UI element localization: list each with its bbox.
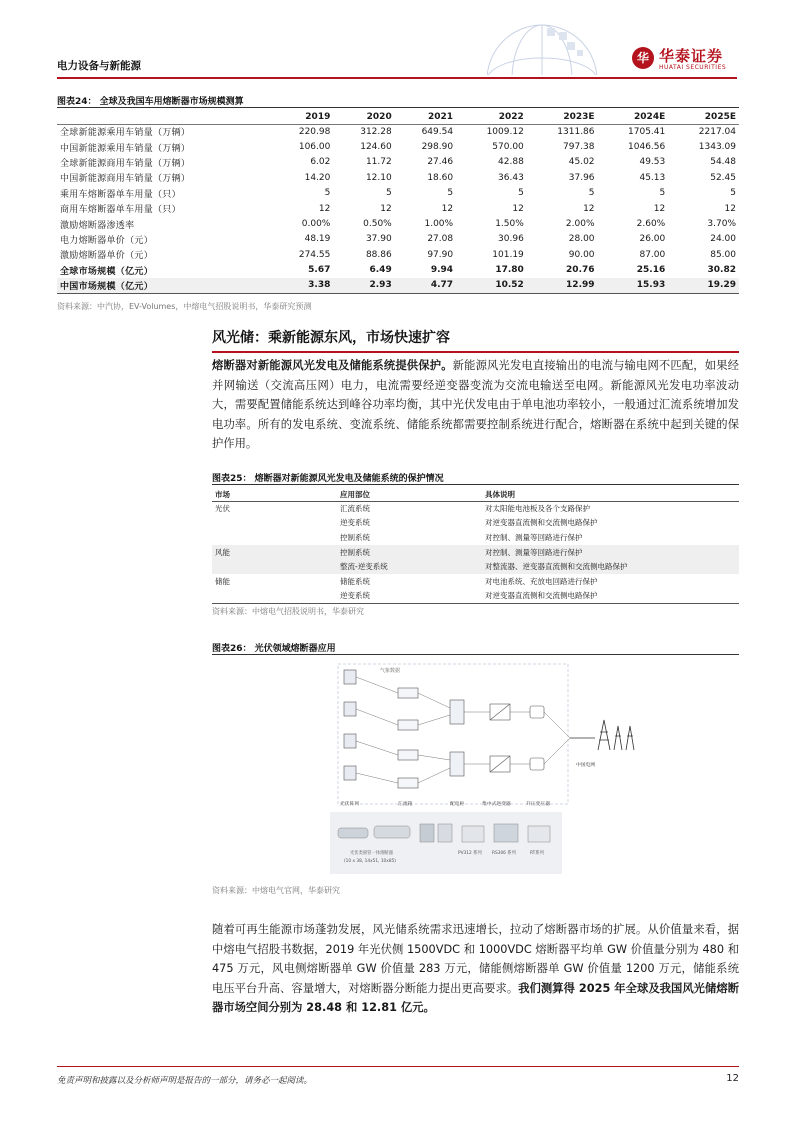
transformer-icon [530, 706, 544, 718]
combiner-box-icon [398, 688, 418, 698]
table-row [212, 530, 739, 545]
table-row [212, 501, 739, 516]
logo-mark-icon: 华 [632, 47, 654, 69]
table-cell: 0.50% [363, 219, 392, 230]
table-cell [212, 516, 337, 531]
fig25-col-header: 应用部位 [337, 488, 482, 501]
fig24-col-header: 2025E [668, 110, 739, 124]
pv-panel-icon [344, 734, 356, 748]
logo-chinese: 华泰证券 [659, 47, 724, 65]
table-cell: 11.72 [365, 157, 392, 168]
system-boundary [338, 664, 568, 804]
table-cell: 储能 [215, 576, 230, 586]
inverter-label: 集中式逆变器 [482, 802, 511, 807]
table-cell: 储能系统 [340, 576, 370, 586]
weather-data-label: 气象数据 [380, 668, 401, 674]
table-cell: 649.54 [421, 126, 454, 137]
table-cell: 87.00 [639, 249, 666, 260]
table-cell: 9.94 [430, 265, 454, 276]
table-row [57, 170, 739, 185]
table-cell: 控制系统 [337, 545, 482, 560]
pv312-product-icon [462, 826, 484, 842]
row-label: 全球新能源乘用车销量（万辆） [60, 128, 191, 139]
table-cell: 6.02 [310, 157, 331, 168]
row-label: 中国新能源乘用车销量（万辆） [60, 143, 191, 154]
row-label: 电力熔断器单价（元） [60, 235, 154, 246]
table-cell: 整流-逆变系统 [337, 559, 482, 574]
table-row [212, 589, 739, 604]
fig25-table [212, 488, 739, 604]
header-rule [57, 77, 737, 79]
table-cell: 控制系统 [340, 532, 370, 542]
table-row [57, 155, 739, 170]
table-cell: 10.52 [456, 278, 527, 293]
table-cell: 12 [653, 203, 666, 214]
table-cell: 1311.86 [557, 126, 595, 137]
page-number: 12 [726, 1073, 739, 1084]
page-footer [57, 1066, 739, 1086]
pv-array-group [344, 670, 356, 780]
table-row [57, 216, 739, 231]
table-cell: 24.00 [710, 234, 736, 245]
table-cell: 28.00 [568, 234, 595, 245]
table-cell [212, 530, 337, 545]
table-cell: 20.76 [566, 265, 595, 276]
fuse-product-icon [338, 828, 368, 838]
table-cell: 274.55 [298, 249, 331, 260]
table-cell: 5 [324, 188, 331, 199]
table-cell: 12 [724, 203, 736, 214]
row-label: 中国新能源商用车销量（万辆） [60, 174, 191, 185]
fig24-source: 资料来源：中汽协，EV-Volumes，中熔电气招股说明书，华泰研究预测 [57, 302, 312, 311]
cabinet-group [450, 700, 464, 776]
table-cell: 2.60% [636, 219, 666, 230]
table-row [212, 574, 739, 589]
footer-rule [57, 1066, 739, 1067]
table-cell: 6.49 [369, 265, 392, 276]
table-cell: 25.16 [636, 265, 666, 276]
table-cell: 逆变系统 [340, 518, 370, 528]
table-cell: 12.10 [365, 172, 392, 183]
distribution-cabinet-icon [450, 752, 464, 776]
table-row [212, 559, 739, 574]
table-row [57, 247, 739, 262]
table-cell: 2.00% [565, 219, 595, 230]
table-cell: 36.43 [498, 172, 524, 183]
product1-spec: (10 x 38, 14x51, 10x85) [344, 859, 396, 864]
table-row [57, 201, 739, 216]
distribution-cabinet-icon [450, 700, 464, 724]
table-cell: 570.00 [492, 142, 524, 153]
table-cell: 27.08 [427, 234, 454, 245]
table-cell: 27.46 [427, 157, 454, 168]
table-cell: 对逆变器直流侧和交流侧电路保护 [482, 589, 739, 604]
table-cell: 5 [518, 188, 524, 199]
transformer-label: 升压变压器 [526, 802, 550, 807]
inverter-group [490, 704, 510, 772]
combiner-group [398, 688, 418, 788]
table-cell: 对整流器、逆变器直流侧和交流侧电路保护 [482, 559, 739, 574]
product1-label: 光伏类圆管一体熔断器 [350, 851, 393, 856]
table-cell: 49.53 [639, 157, 666, 168]
row-label: 激励熔断器渗透率 [60, 220, 135, 231]
fig24-col-header: 2019 [272, 110, 333, 124]
row-label: 全球市场规模（亿元） [60, 266, 154, 277]
grid-tower-icon [570, 720, 634, 750]
section-title: 风光储：乘新能源东风，市场快速扩容 [212, 330, 450, 346]
table-cell: 88.86 [365, 249, 392, 260]
table-row [212, 545, 739, 560]
table-cell: 30.82 [707, 265, 736, 276]
table-cell: 12 [441, 203, 454, 214]
table-row [57, 124, 739, 139]
cabinet-label: 配电柜 [450, 802, 465, 807]
table-cell: 52.45 [710, 172, 736, 183]
table-cell: 298.90 [421, 142, 454, 153]
table-cell: 1009.12 [486, 126, 524, 137]
fig25-col-header: 市场 [212, 488, 337, 501]
table-cell: 14.20 [304, 172, 331, 183]
table-cell: 97.90 [427, 249, 454, 260]
table-cell: 101.19 [492, 249, 524, 260]
table-cell: 5 [447, 188, 454, 199]
fig25-title: 图表25： 熔断器对新能源风光发电及储能系统的保护情况 [212, 474, 444, 484]
table-cell: 5 [385, 188, 392, 199]
fig24-col-header: 2024E [598, 110, 669, 124]
fig24-col-header: 2023E [527, 110, 598, 124]
table-cell: 124.60 [360, 142, 392, 153]
table-cell: 对电池系统、充放电回路进行保护 [485, 576, 598, 586]
product-panel [330, 812, 562, 874]
table-cell: 光伏 [215, 504, 230, 514]
table-cell: 19.29 [668, 278, 739, 293]
row-label: 中国市场规模（亿元） [57, 278, 272, 293]
table-row [57, 232, 739, 247]
table-row [212, 516, 739, 531]
product4-label: RT系列 [530, 851, 544, 856]
table-cell: 85.00 [710, 249, 736, 260]
table-cell: 逆变系统 [337, 589, 482, 604]
rs306-product-icon [494, 824, 518, 842]
transformer-group [530, 706, 544, 770]
table-cell: 5 [659, 188, 666, 199]
table-cell: 37.96 [568, 172, 595, 183]
pv-panel-icon [344, 670, 356, 684]
logo-english: HUATAI SECURITIES [659, 64, 727, 71]
table-cell: 90.00 [568, 249, 595, 260]
table-cell: 1.50% [495, 219, 524, 230]
table-cell: 1.00% [424, 219, 454, 230]
grid-label: 中国电网 [576, 763, 596, 768]
fig24-col-header: 2020 [333, 110, 394, 124]
table-cell: 48.19 [304, 234, 331, 245]
table-cell: 17.80 [495, 265, 524, 276]
rt-product-icon [528, 826, 550, 842]
table-row [57, 263, 739, 278]
paragraph-1-body: 新能源风光发电直接输出的电流与输电网不匹配，如果经并网输送（交流高压网）电力，电流需要经逆变器变流为交流电输送至电网。新能源风光发电功率波动大，需要配置储能系统达到峰谷功率均衡，其中光伏发电由于单电池功率较小，一般通过汇流系统增加发电功率。所有的发电系统、变流系统、储能系统都需要控制系统进行配合，熔断器在系统中起到关键的保护作用。 [212, 359, 739, 451]
table-cell: 5 [588, 188, 595, 199]
table-cell: 12 [583, 203, 595, 214]
disclaimer: 免责声明和披露以及分析师声明是报告的一部分，请务必一起阅读。 [57, 1076, 313, 1086]
paragraph-2 [212, 920, 739, 1018]
table-cell: 汇流系统 [340, 504, 370, 514]
table-cell: 12 [380, 203, 392, 214]
sector-title: 电力设备与新能源 [57, 60, 141, 72]
table-cell: 37.90 [365, 234, 392, 245]
pv-fuse-diagram [330, 660, 710, 875]
table-row [57, 278, 739, 293]
table-cell: 对逆变器直流侧和交流侧电路保护 [485, 518, 598, 528]
table-cell: 26.00 [639, 234, 666, 245]
table-cell: 3.70% [707, 219, 736, 230]
fig25-col-header: 具体说明 [482, 488, 739, 501]
table-cell [212, 589, 337, 604]
fig26-source: 资料来源：中熔电气官网，华泰研究 [212, 886, 340, 895]
transformer-icon [530, 758, 544, 770]
product2-label: PV312 系列 [458, 851, 482, 856]
fig24-col-header: 2021 [395, 110, 456, 124]
paragraph-2-conclusion: 我们测算得 2025 年全球及我国风光储熔断器市场空间分别为 28.48 和 12.81 亿元。 [212, 981, 739, 1015]
row-label: 乘用车熔断器单车用量（只） [60, 189, 181, 200]
combiner-box-icon [398, 778, 418, 788]
table-cell: 12 [512, 203, 524, 214]
row-label: 商用车熔断器单车用量（只） [60, 205, 181, 216]
table-cell: 5 [730, 188, 736, 199]
combiner-box-icon [398, 750, 418, 760]
section-underline [212, 351, 739, 353]
fig26-title: 图表26： 光伏领域熔断器应用 [212, 644, 336, 654]
pv-panel-icon [344, 766, 356, 780]
fig25-source: 资料来源：中熔电气招股说明书，华泰研究 [212, 607, 364, 616]
pv-panel-icon [344, 702, 356, 716]
table-cell: 5.67 [308, 265, 331, 276]
table-cell: 1343.09 [698, 142, 736, 153]
table-cell: 1046.56 [628, 142, 666, 153]
row-label: 激励熔断器单价（元） [60, 251, 154, 262]
table-cell: 30.96 [498, 234, 524, 245]
table-cell: 54.48 [710, 157, 736, 168]
table-row [57, 186, 739, 201]
page-header [57, 0, 737, 80]
table-cell: 45.13 [639, 172, 666, 183]
table-cell: 风能 [212, 545, 337, 560]
table-cell: 45.02 [568, 157, 595, 168]
table-cell: 2.93 [333, 278, 394, 293]
pv-array-label: 光伏阵列 [340, 802, 360, 807]
table-cell: 对控制、测量等回路进行保护 [482, 545, 739, 560]
table-cell: 797.38 [563, 142, 595, 153]
product3-label: RS306 系列 [492, 851, 516, 856]
paragraph-2-body: 随着可再生能源市场蓬勃发展，风光储系统需求迅速增长，拉动了熔断器市场的扩展。从价值量来看，据中熔电气招股书数据，2019 年光伏侧 1500VDC 和 1000VDC 熔断器平均单 GW 价值量分别为 480 和 475 万元，风电侧熔断器单 GW 价值量 283 万元，储能侧熔断器单 GW 价值量 1200 万元，储能系统电压平台升高、容量增大，对熔断器分断能力提出更高要求。 [212, 923, 739, 995]
table-cell: 12.99 [527, 278, 598, 293]
fig24-title-rule [57, 107, 739, 108]
fig26-title-rule [212, 654, 739, 655]
table-cell: 106.00 [298, 142, 331, 153]
fig24-table [57, 110, 739, 294]
fuse-holder-icon [438, 824, 452, 842]
row-label: 全球新能源商用车销量（万辆） [60, 158, 191, 169]
section-heading [212, 327, 739, 349]
fig24-title: 图表24： 全球及我国车用熔断器市场规模测算 [57, 97, 244, 107]
company-logo [632, 45, 737, 77]
paragraph-1-lead: 熔断器对新能源风光发电及储能系统提供保护。 [212, 359, 453, 372]
fuse-product-icon [374, 826, 410, 838]
table-row [57, 139, 739, 154]
combiner-label: 汇流箱 [398, 802, 413, 807]
table-cell [212, 559, 337, 574]
table-cell: 42.88 [498, 157, 524, 168]
table-cell: 对太阳能电池板及各个支路保护 [485, 504, 590, 514]
table-cell: 220.98 [298, 126, 331, 137]
table-cell: 1705.41 [628, 126, 666, 137]
table-cell: 312.28 [360, 126, 392, 137]
fig25-title-rule [212, 484, 739, 485]
globe-decoration-icon [477, 10, 607, 75]
table-cell: 4.77 [395, 278, 456, 293]
table-cell: 15.93 [598, 278, 669, 293]
table-cell: 0.00% [301, 219, 331, 230]
fuse-holder-icon [420, 824, 434, 842]
table-cell: 2217.04 [698, 126, 736, 137]
table-cell: 12 [318, 203, 331, 214]
table-cell: 3.38 [272, 278, 333, 293]
table-cell: 对控制、测量等回路进行保护 [485, 532, 583, 542]
table-cell: 18.60 [427, 172, 454, 183]
paragraph-1 [212, 356, 739, 454]
combiner-box-icon [398, 720, 418, 730]
fig24-col-header: 2022 [456, 110, 527, 124]
fig24-col-header [57, 110, 272, 124]
